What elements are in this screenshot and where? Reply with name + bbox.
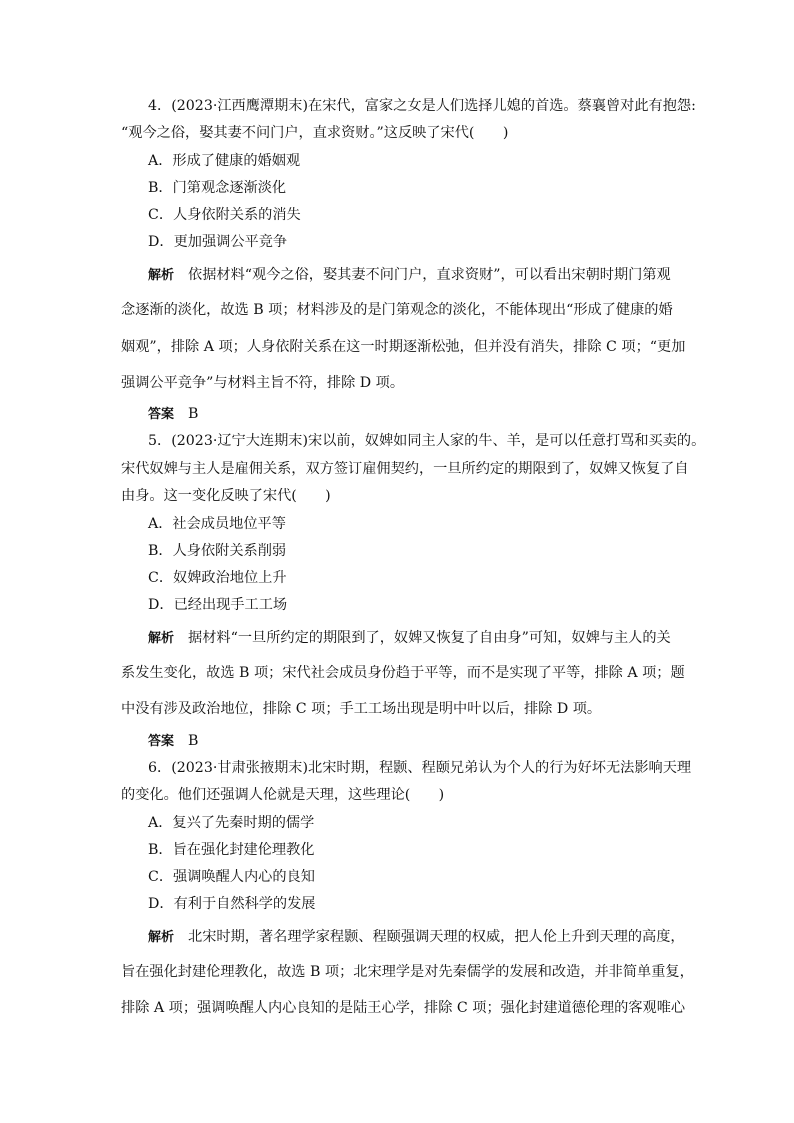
question-6-analysis-cont-2: 排除 A 项；强调唤醒人内心良知的是陆王心学，排除 C 项；强化封建道德伦理的客观唯心 (121, 1000, 686, 1016)
question-6-text-cont: 的变化。他们还强调人伦就是天理，这些理论( ) (121, 787, 445, 803)
question-5-text-cont-2: 由身。这一变化反映了宋代( ) (121, 488, 331, 504)
question-6-text: 6．(2023·甘肃张掖期末)北宋时期，程颢、程颐兄弟认为个人的行为好坏无法影响天理 (148, 760, 692, 776)
question-5-answer (148, 730, 198, 749)
question-6-option-b: B．旨在强化封建伦理教化 (148, 842, 315, 858)
question-6-option-c: C．强调唤醒人内心的良知 (148, 869, 315, 885)
question-4-analysis-cont-1: 念逐渐的淡化，故选 B 项；材料涉及的是门第观念的淡化，不能体现出“形成了健康的婚 (121, 302, 673, 318)
question-5-option-d: D．已经出现手工工场 (148, 597, 288, 613)
analysis-label: 解析 (148, 930, 175, 945)
question-4-option-b: B．门第观念逐渐淡化 (148, 180, 287, 196)
question-4-analysis (148, 264, 671, 284)
question-4-option-c: C．人身依附关系的消失 (148, 207, 301, 223)
answer-label: 答案 (148, 734, 175, 749)
question-5-option-c: C．奴婢政治地位上升 (148, 570, 287, 586)
question-4-text: 4．(2023·江西鹰潭期末)在宋代，富家之女是人们选择儿媳的首选。蔡襄曾对此有抱怨: (148, 98, 696, 114)
analysis-text: 依据材料“观今之俗，娶其妻不问门户，直求资财”，可以看出宋朝时期门第观 (188, 267, 671, 283)
analysis-text: 北宋时期，著名理学家程颢、程颐强调天理的权威，把人伦上升到天理的高度， (188, 929, 685, 945)
question-5-text: 5．(2023·辽宁大连期末)宋以前，奴婢如同主人家的牛、羊，是可以任意打骂和买卖的。 (148, 433, 706, 449)
question-5-text-cont-1: 宋代奴婢与主人是雇佣关系，双方签订雇佣契约，一旦所约定的期限到了，奴婢又恢复了自 (121, 461, 689, 477)
question-5-option-a: A．社会成员地位平等 (148, 516, 286, 532)
question-5-analysis (148, 627, 671, 647)
analysis-label: 解析 (148, 268, 175, 283)
question-6-option-a: A．复兴了先秦时期的儒学 (148, 815, 315, 831)
analysis-text: 据材料“一旦所约定的期限到了，奴婢又恢复了自由身”可知，奴婢与主人的关 (188, 630, 671, 646)
question-5-analysis-cont-2: 中没有涉及政治地位，排除 C 项；手工工场出现是明中叶以后，排除 D 项。 (121, 701, 602, 717)
question-6-analysis (148, 926, 685, 946)
answer-label: 答案 (148, 407, 175, 422)
question-5-option-b: B．人身依附关系削弱 (148, 543, 287, 559)
question-4-answer (148, 403, 198, 422)
answer-value: B (188, 406, 199, 422)
analysis-label: 解析 (148, 631, 175, 646)
question-4-option-d: D．更加强调公平竞争 (148, 234, 288, 250)
question-6-option-d: D．有利于自然科学的发展 (148, 896, 316, 912)
answer-value: B (188, 733, 199, 749)
question-5-analysis-cont-1: 系发生变化，故选 B 项；宋代社会成员身份趋于平等，而不是实现了平等，排除 A 项；题 (121, 665, 685, 681)
question-4-analysis-cont-3: 强调公平竞争”与材料主旨不符，排除 D 项。 (121, 375, 405, 391)
question-4-text-cont: “观今之俗，娶其妻不问门户，直求资财。”这反映了宋代( ) (121, 125, 509, 141)
question-4-analysis-cont-2: 姻观”，排除 A 项；人身依附关系在这一时期逐渐松弛，但并没有消失，排除 C 项；“更加 (121, 339, 686, 355)
question-4-option-a: A．形成了健康的婚姻观 (148, 153, 301, 169)
question-6-analysis-cont-1: 旨在强化封建伦理教化，故选 B 项；北宋理学是对先秦儒学的发展和改造，并非简单重复， (121, 964, 694, 980)
